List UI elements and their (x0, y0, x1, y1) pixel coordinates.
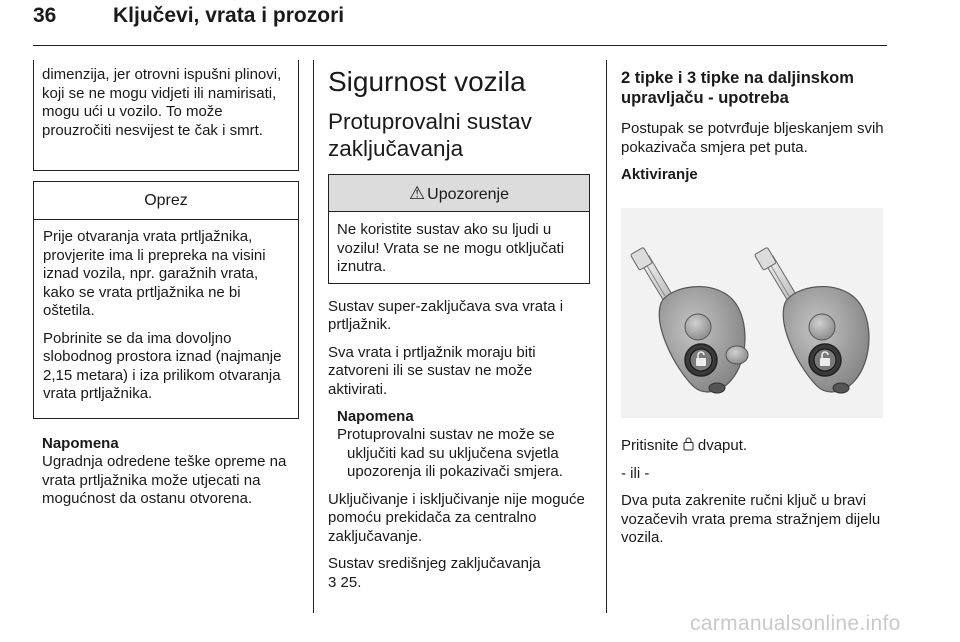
paragraph-doors-closed: Sva vrata i prtljažnik moraju biti zatvoreni ili se sustav ne može aktivirati. (328, 343, 536, 398)
warning-title: Upozorenje (427, 186, 509, 203)
activation-heading: Aktiviranje (621, 166, 698, 183)
column-divider-2 (606, 60, 607, 613)
caution-paragraph-1: Prije otvaranja vrata prtljažnika, provjerite ima li prepreka na visini iznad vozila, npr. garažnih vrata, kako se vrata prtljažnika ne bi oštetila. (43, 228, 266, 319)
caution-box (33, 181, 299, 419)
continued-warning-text: dimenzija, jer otrovni ispušni plinovi, koji se ne mogu vidjeti ili namirisati, mogu ući u vozilo. To može prouzročiti nesvijest te čak i smrt. (42, 66, 282, 139)
continued-warning-box (33, 60, 299, 171)
column-1 (33, 60, 299, 509)
lock-icon (683, 437, 694, 451)
warning-text: Ne koristite sustav ako su ljudi u vozilu! Vrata se ne mogu otključati iznutra. (337, 221, 565, 275)
page-reference[interactable]: 3 25. (328, 573, 362, 591)
header-rule (33, 45, 887, 46)
paragraph-central-lock (328, 555, 590, 592)
note-text-2: Protuprovalni sustav ne može se uključiti kad su uključena svjetla upozorenja ili pokazivači smjera. (337, 426, 563, 480)
caution-paragraph-2: Pobrinite se da ima dovoljno slobodnog prostora iznad (najmanje 2,15 metara) i iza prilikom otvaranja vrata prtljažnika. (43, 329, 282, 402)
or-separator: - ili - (621, 464, 650, 482)
subsection-title: Protuprovalni sustav zaključavanja (328, 109, 532, 161)
column-2 (328, 60, 590, 601)
column-3 (621, 60, 886, 557)
paragraph-manual-key: Dva puta zakrenite ručni ključ u bravi vozačevih vrata prema stražnjem dijelu vozila. (621, 492, 881, 546)
section-title: Sigurnost vozila (328, 66, 526, 97)
chapter-title: Ključevi, vrata i prozori (113, 4, 345, 27)
paragraph-super-lock: Sustav super-zaključava sva vrata i prtljažnik. (328, 297, 564, 333)
central-lock-text: Sustav središnjeg zaključavanja (328, 555, 541, 572)
note-block-2 (337, 408, 590, 482)
remote-keys-illustration (621, 208, 883, 418)
warning-triangle-icon: ⚠ (409, 183, 426, 203)
caution-title: Oprez (34, 182, 298, 220)
note-block (33, 435, 299, 509)
note-title: Napomena (42, 435, 119, 452)
paragraph-switch: Uključivanje i isključivanje nije moguće pomoću prekidača za centralno zaključavanje. (328, 490, 585, 545)
paragraph-press (621, 437, 886, 456)
press-text-before: Pritisnite (621, 437, 679, 454)
paragraph-confirmation: Postupak se potvrđuje bljeskanjem svih pokazivača smjera pet puta. (621, 120, 884, 156)
page-number: 36 (33, 4, 57, 27)
press-text-after: dvaput. (697, 437, 748, 454)
remote-usage-title: 2 tipke i 3 tipke na daljinskom upravljaču - upotreba (621, 69, 854, 107)
warning-box (328, 174, 590, 284)
column-divider-1 (313, 60, 314, 613)
page-header (33, 4, 887, 44)
note-text: Ugradnja odredene teške opreme na vrata prtljažnika može utjecati na mogućnost da ostanu otvorena. (42, 453, 287, 507)
warning-header (329, 175, 589, 212)
watermark: carmanualsonline.info (690, 612, 901, 635)
note-title-2: Napomena (337, 408, 414, 425)
